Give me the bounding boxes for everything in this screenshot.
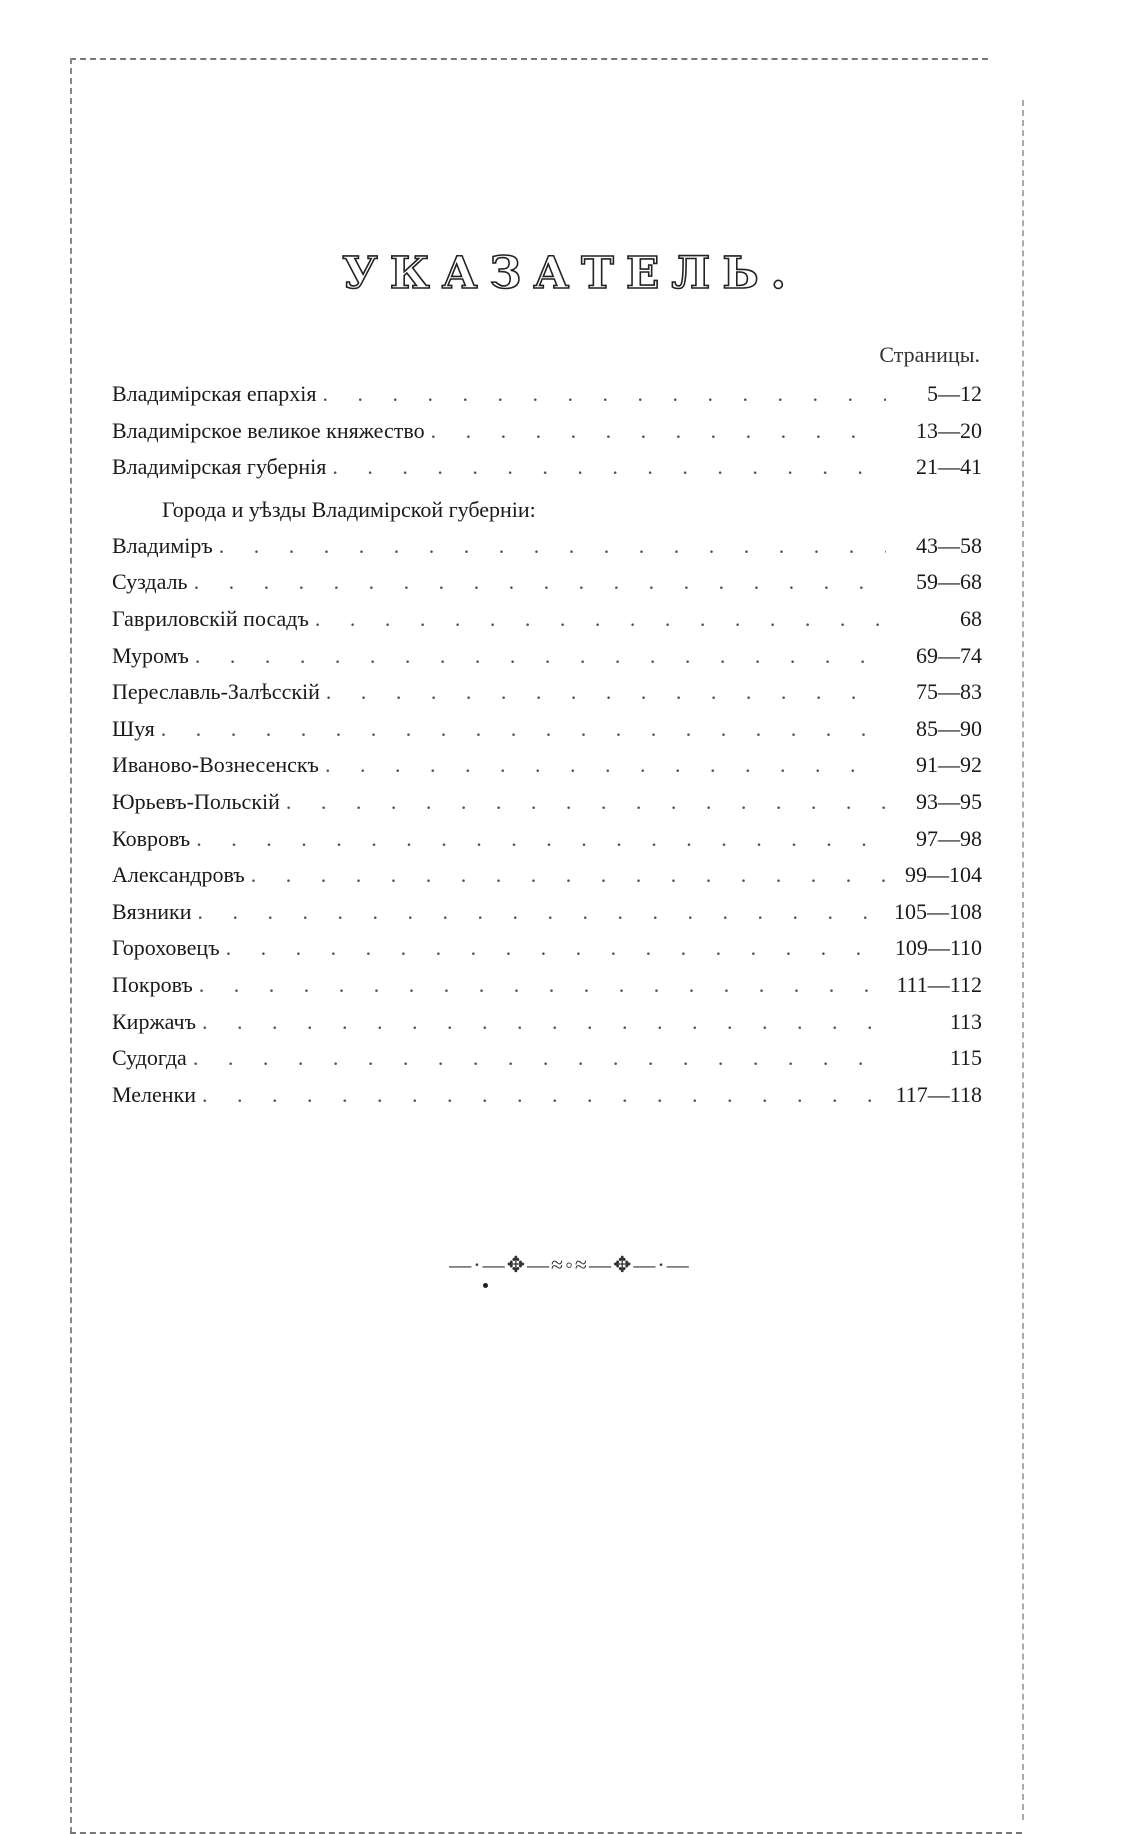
toc-entry-label: Владиміръ: [112, 532, 213, 558]
toc-entry-pages: 91—92: [916, 752, 982, 778]
toc-entry-pages: 111—112: [896, 971, 982, 997]
toc-entry-label: Вязники: [112, 898, 192, 924]
pages-column-header: Страницы.: [879, 342, 980, 367]
table-of-contents: [112, 376, 982, 1113]
toc-entry-label: Меленки: [112, 1081, 197, 1107]
toc-entry: [112, 894, 982, 931]
toc-entry-pages: 85—90: [916, 715, 982, 741]
toc-entry-label: Суздаль: [112, 569, 188, 595]
toc-entry: [112, 967, 982, 1004]
dot-leader: [194, 564, 886, 601]
toc-entry-pages: 97—98: [916, 825, 982, 851]
dot-leader: [202, 1077, 886, 1114]
toc-entry-label: Покровъ: [112, 971, 193, 997]
dot-leader: [195, 638, 886, 675]
toc-entry-label: Александровъ: [112, 862, 245, 888]
dot-leader: [315, 601, 886, 638]
section-heading: Города и уѣзды Владимірской губерніи:: [162, 496, 536, 522]
toc-entry: [112, 601, 982, 638]
dot-leader: [322, 376, 886, 413]
dot-leader: [325, 747, 886, 784]
toc-entry-label: Владимірская губернія: [112, 454, 327, 480]
toc-entry-label: Юрьевъ-Польскій: [112, 788, 280, 814]
toc-entry-label: Гороховецъ: [112, 935, 220, 961]
toc-entry-label: Муромъ: [112, 642, 189, 668]
toc-entry-pages: 75—83: [916, 679, 982, 705]
dot-leader: [199, 967, 886, 1004]
toc-entry-pages: 109—110: [894, 935, 982, 961]
toc-entry: [112, 747, 982, 784]
toc-entry: [112, 674, 982, 711]
toc-entry: [112, 857, 982, 894]
toc-entry: [112, 564, 982, 601]
dot-leader: [326, 674, 886, 711]
dot-leader: [226, 930, 886, 967]
toc-entry: [112, 784, 982, 821]
toc-entry: [112, 1040, 982, 1077]
toc-entry: [112, 413, 982, 450]
toc-entry-label: Киржачъ: [112, 1008, 196, 1034]
toc-entry-label: Шуя: [112, 715, 155, 741]
dot-leader: [431, 413, 886, 450]
dot-leader: [193, 1040, 886, 1077]
toc-entry-label: Ковровъ: [112, 825, 191, 851]
ornament-divider-icon: —·—✥—≈◦≈—✥—·—: [449, 1252, 691, 1277]
toc-entry: [112, 528, 982, 565]
toc-entry-pages: 5—12: [927, 381, 982, 406]
ornament-dot-icon: [483, 1283, 488, 1288]
dot-leader: [332, 449, 886, 486]
toc-entry-label: Иваново-Вознесенскъ: [112, 752, 319, 778]
toc-entry-pages: 59—68: [916, 569, 982, 595]
page-border-top: [70, 58, 988, 60]
toc-entry-label: Владимірская епархія: [112, 381, 317, 406]
toc-entry-pages: 21—41: [916, 454, 982, 480]
toc-entry-pages: 43—58: [916, 532, 982, 558]
page-border-right: [1022, 100, 1024, 1820]
page-title: УКАЗАТЕЛЬ.: [342, 248, 798, 299]
toc-entry-label: Судогда: [112, 1045, 187, 1071]
toc-entry: [112, 821, 982, 858]
toc-entry: [112, 930, 982, 967]
dot-leader: [161, 711, 886, 748]
dot-leader: [198, 894, 887, 931]
dot-leader: [202, 1004, 886, 1041]
toc-entry-pages: 113: [949, 1008, 982, 1034]
toc-entry: [112, 1004, 982, 1041]
toc-entry: [112, 711, 982, 748]
toc-entry-pages: 68: [960, 605, 982, 631]
dot-leader: [251, 857, 886, 894]
toc-entry-pages: 105—108: [894, 898, 982, 924]
toc-entry-label: Гавриловскій посадъ: [112, 605, 309, 631]
toc-entry-pages: 99—104: [905, 862, 982, 888]
toc-entry: [112, 1077, 982, 1114]
dot-leader: [219, 528, 886, 565]
toc-entry-pages: 13—20: [916, 417, 982, 443]
toc-entry: [112, 638, 982, 675]
toc-entry-label: Переславль-Залѣсскій: [112, 679, 320, 705]
dot-leader: [286, 784, 886, 821]
dot-leader: [196, 821, 886, 858]
toc-entry: [112, 449, 982, 486]
toc-entry: [112, 376, 982, 413]
toc-entry-pages: 117—118: [895, 1081, 982, 1107]
toc-entry-pages: 69—74: [916, 642, 982, 668]
toc-entry-pages: 115: [949, 1045, 982, 1071]
page-border-left: [70, 58, 72, 1833]
toc-entry-label: Владимірское великое княжество: [112, 417, 425, 443]
toc-entry-pages: 93—95: [916, 788, 982, 814]
